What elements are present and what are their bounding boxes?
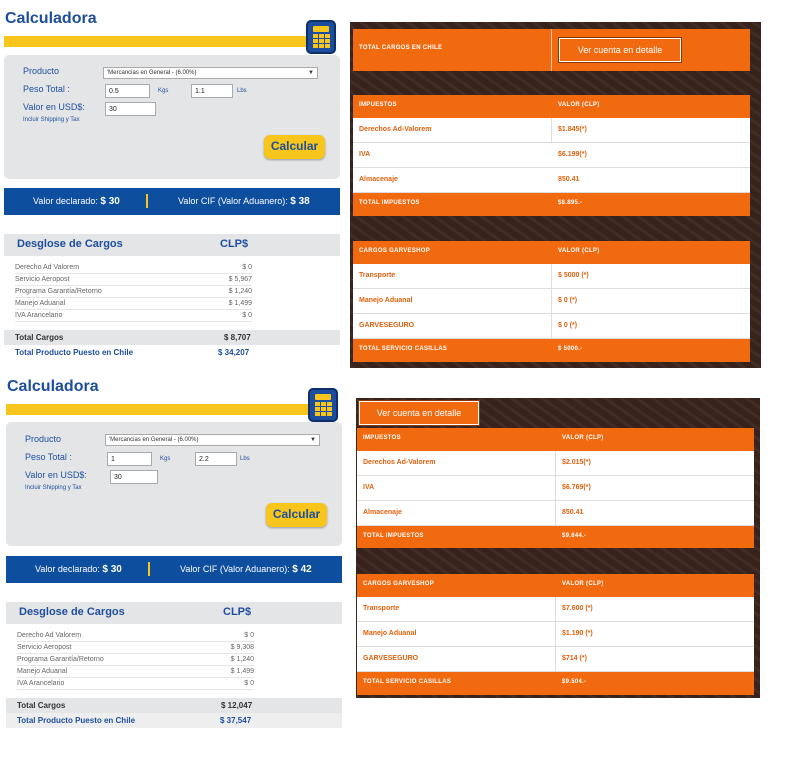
declarado-label: Valor declarado: — [35, 564, 100, 574]
total-cargos-label: TOTAL CARGOS EN CHILE — [359, 45, 443, 51]
declarado-value: $ 30 — [102, 564, 122, 575]
producto-label: Producto — [23, 66, 60, 76]
table-row: IVA Arancelario $ 0 — [15, 312, 252, 322]
table-row: Servicio Aeropost $ 5,967 — [15, 276, 252, 286]
table-row — [353, 143, 750, 168]
valor-input[interactable]: 30 — [110, 470, 158, 484]
calcular-button[interactable]: Calcular — [264, 135, 325, 159]
valor-label: Valor en USD$: — [25, 470, 87, 480]
peso-label: Peso Total : — [25, 452, 72, 462]
cif-label: Valor CIF (Valor Aduanero): — [178, 196, 288, 206]
chevron-down-icon: ▼ — [310, 437, 316, 443]
row-label: IVA — [363, 484, 375, 491]
table-row: Programa Garantía/Retorno $ 1,240 — [15, 288, 252, 298]
table-row: Derecho Ad Valorem $ 0 — [15, 264, 252, 274]
table-row: Programa Garantía/Retorno $ 1,240 — [17, 656, 254, 666]
calculator-title: Calculadora — [7, 378, 99, 395]
chevron-down-icon: ▼ — [308, 70, 314, 76]
table-row: Servicio Aeropost $ 9,308 — [17, 644, 254, 654]
peso-kg-input[interactable]: 1 — [107, 452, 152, 466]
row-label: Manejo Aduanal — [359, 297, 413, 304]
shipping-note: Incluir Shipping y Tax — [25, 485, 82, 491]
row-value: 850.41 — [558, 176, 580, 183]
column-divider — [551, 29, 552, 71]
calculator-title: Calculadora — [5, 10, 97, 27]
title-underline — [4, 36, 308, 47]
row-value: $1.190 (*) — [562, 630, 593, 637]
column-divider — [555, 451, 556, 526]
impuestos-header-label: IMPUESTOS — [363, 435, 401, 441]
table-row: Manejo Aduanal $ 1,499 — [15, 300, 252, 310]
total-producto-label: Total Producto Puesto en Chile — [15, 348, 134, 357]
garveshop-header-label: CARGOS GARVESHOP — [363, 581, 435, 587]
row-value: $714 (*) — [562, 655, 587, 662]
row-value: $1.845(*) — [558, 126, 587, 133]
row-value: $ 0 (*) — [558, 297, 578, 304]
row-label: Derechos Ad-Valorem — [363, 459, 436, 466]
cif-value: $ 38 — [290, 196, 310, 207]
producto-select-value: 'Mercancias en General - (6.00%) — [109, 437, 199, 443]
column-divider — [555, 597, 556, 672]
total-impuestos-value: $9.644.- — [562, 533, 587, 539]
desglose-title: Desglose de Cargos — [19, 606, 125, 618]
row-label: Almacenaje — [363, 509, 402, 516]
table-row: Manejo Aduanal $ 1,499 — [17, 668, 254, 678]
total-cargos-label: Total Cargos — [17, 701, 66, 710]
shipping-note: Incluir Shipping y Tax — [23, 117, 80, 123]
impuestos-header-label: IMPUESTOS — [359, 102, 397, 108]
valor-input[interactable]: 30 — [105, 102, 156, 116]
calcular-button[interactable]: Calcular — [266, 503, 327, 527]
row-label: Transporte — [363, 605, 400, 612]
row-value: $6.199(*) — [558, 151, 587, 158]
cif — [178, 196, 310, 207]
garveshop-value-header: VALOR (CLP) — [562, 581, 604, 587]
producto-select[interactable] — [105, 434, 320, 446]
table-row — [353, 168, 750, 193]
desglose-currency: CLP$ — [220, 238, 249, 250]
desglose-currency: CLP$ — [223, 606, 252, 618]
declarado — [35, 564, 122, 575]
impuestos-header — [353, 95, 750, 118]
row-value: 850.41 — [562, 509, 584, 516]
row-label: Almacenaje — [359, 176, 398, 183]
total-impuestos-label: TOTAL IMPUESTOS — [359, 200, 420, 206]
row-label: GARVESEGURO — [363, 655, 419, 662]
peso-kg-input[interactable]: 0.5 — [105, 84, 150, 98]
peso-lb-input[interactable]: 2.2 — [195, 452, 237, 466]
total-cargos-value: $ 12,047 — [221, 701, 253, 710]
cif — [180, 564, 312, 575]
impuestos-value-header: VALOR (CLP) — [562, 435, 604, 441]
lb-unit: Lbs — [240, 456, 250, 462]
row-label: Transporte — [359, 272, 396, 279]
peso-label: Peso Total : — [23, 84, 70, 94]
total-casillas-value: $9.504.- — [562, 679, 587, 685]
row-label: Manejo Aduanal — [363, 630, 417, 637]
total-cargos-label: Total Cargos — [15, 333, 64, 342]
total-producto-value: $ 37,547 — [220, 716, 252, 725]
total-impuestos-label: TOTAL IMPUESTOS — [363, 533, 424, 539]
title-underline — [6, 404, 310, 415]
total-casillas-label: TOTAL SERVICIO CASILLAS — [363, 679, 452, 685]
row-label: IVA — [359, 151, 371, 158]
total-producto-value: $ 34,207 — [218, 348, 250, 357]
total-casillas-value: $ 5000.- — [558, 346, 583, 352]
peso-lb-input[interactable]: 1.1 — [191, 84, 233, 98]
row-label: Derechos Ad-Valorem — [359, 126, 432, 133]
total-impuestos-value: $8.895.- — [558, 200, 583, 206]
ver-detalle-button[interactable]: Ver cuenta en detalle — [359, 401, 479, 425]
garveshop-header-label: CARGOS GARVESHOP — [359, 248, 431, 254]
band-divider — [148, 562, 150, 576]
declarado-label: Valor declarado: — [33, 196, 98, 206]
producto-select-value: 'Mercancias en General - (6.00%) — [107, 70, 197, 76]
cif-value: $ 42 — [292, 564, 312, 575]
total-cargos-value: $ 8,707 — [224, 333, 251, 342]
impuestos-value-header: VALOR (CLP) — [558, 102, 600, 108]
impuestos-header — [357, 428, 754, 451]
garveshop-value-header: VALOR (CLP) — [558, 248, 600, 254]
declarado-value: $ 30 — [100, 196, 120, 207]
row-value: $2.015(*) — [562, 459, 591, 466]
producto-select[interactable] — [103, 67, 318, 79]
row-value: $ 5000 (*) — [558, 272, 589, 279]
total-producto-label: Total Producto Puesto en Chile — [17, 716, 136, 725]
desglose-title: Desglose de Cargos — [17, 238, 123, 250]
kg-unit: Kgs — [160, 456, 171, 462]
calculator-icon — [308, 388, 338, 422]
table-row: Derecho Ad Valorem $ 0 — [17, 632, 254, 642]
table-row: IVA Arancelario $ 0 — [17, 680, 254, 690]
total-casillas-label: TOTAL SERVICIO CASILLAS — [359, 346, 448, 352]
band-divider — [146, 194, 148, 208]
ver-detalle-button[interactable]: Ver cuenta en detalle — [559, 38, 681, 62]
cif-label: Valor CIF (Valor Aduanero): — [180, 564, 290, 574]
column-divider — [551, 264, 552, 339]
row-value: $ 0 (*) — [558, 322, 578, 329]
calculator-icon — [306, 20, 336, 54]
lb-unit: Lbs — [237, 88, 247, 94]
row-value: $6.769(*) — [562, 484, 591, 491]
declarado — [33, 196, 120, 207]
valor-label: Valor en USD$: — [23, 102, 85, 112]
kg-unit: Kgs — [158, 88, 169, 94]
row-value: $7.600 (*) — [562, 605, 593, 612]
row-label: GARVESEGURO — [359, 322, 415, 329]
producto-label: Producto — [25, 434, 62, 444]
